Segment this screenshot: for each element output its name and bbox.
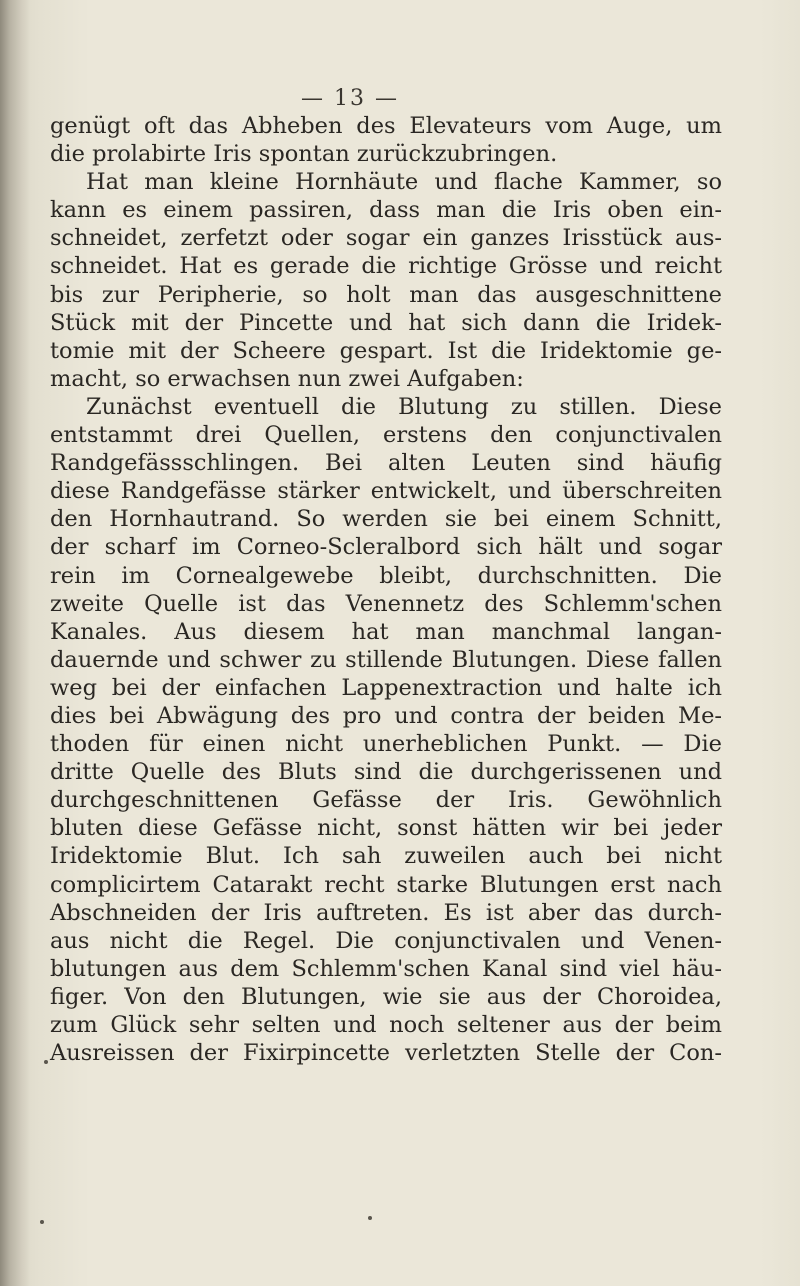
text-line: schneidet, zerfetzt oder sogar ein ganzes Irisstück aus- [50,225,722,252]
text-line: entstammt drei Quellen, erstens den conjunctivalen [50,422,722,449]
text-line: blutungen aus dem Schlemm'schen Kanal sind viel häu- [50,955,722,982]
text-line: kann es einem passiren, dass man die Iris oben ein- [50,197,722,224]
text-line: durchgeschnittenen Gefässe der Iris. Gewöhnlich [50,787,722,814]
text-line: dies bei Abwägung des pro und contra der beiden Me- [50,702,722,729]
text-line: aus nicht die Regel. Die conjunctivalen und Venen- [50,927,722,954]
text-line: zweite Quelle ist das Venennetz des Schlemm'schen [50,590,722,617]
text-line: rein im Cornealgewebe bleibt, durchschnitten. Die [50,562,722,589]
text-line: Stück mit der Pincette und hat sich dann die Iridek- [50,309,722,336]
text-line: complicirtem Catarakt recht starke Blutungen erst nach [50,871,722,898]
text-line: schneidet. Hat es gerade die richtige Grösse und reicht [50,253,722,280]
text-line: tomie mit der Scheere gespart. Ist die Iridektomie ge- [50,337,722,364]
text-line: bluten diese Gefässe nicht, sonst hätten wir bei jeder [50,815,722,842]
text-line: Hat man kleine Hornhäute und flache Kammer, so [86,169,722,196]
text-line: bis zur Peripherie, so holt man das ausgeschnittene [50,281,722,308]
page-number: — 13 — [301,86,399,111]
print-speck [44,1060,48,1064]
text-line: weg bei der einfachen Lappenextraction und halte ich [50,674,722,701]
text-line: Abschneiden der Iris auftreten. Es ist aber das durch- [50,899,722,926]
text-line: Zunächst eventuell die Blutung zu stillen. Diese [86,393,722,420]
text-line: diese Randgefässe stärker entwickelt, und überschreiten [50,478,722,505]
text-line: die prolabirte Iris spontan zurückzubringen. [50,141,558,168]
text-line: dritte Quelle des Bluts sind die durchgerissenen und [50,759,722,786]
body-text [50,112,722,1067]
text-line: den Hornhautrand. So werden sie bei einem Schnitt, [50,506,722,533]
text-line: figer. Von den Blutungen, wie sie aus der Choroidea, [50,983,722,1010]
text-line: genügt oft das Abheben des Elevateurs vom Auge, um [50,113,722,139]
text-line: macht, so erwachsen nun zwei Aufgaben: [50,365,524,392]
print-speck [368,1216,372,1220]
text-line: der scharf im Corneo-Scleralbord sich hält und sogar [50,534,722,561]
print-speck [40,1220,44,1224]
text-line: Randgefässschlingen. Bei alten Leuten sind häufig [50,450,722,477]
text-line: dauernde und schwer zu stillende Blutungen. Diese fallen [50,646,722,673]
text-line: Ausreissen der Fixirpincette verletzten Stelle der Con- [50,1040,722,1067]
text-line: zum Glück sehr selten und noch seltener aus der beim [50,1012,722,1038]
text-line: Iridektomie Blut. Ich sah zuweilen auch bei nicht [50,843,722,870]
book-spine-shadow [0,0,30,1286]
text-line: Kanales. Aus diesem hat man manchmal langan- [50,618,722,645]
text-line: thoden für einen nicht unerheblichen Punkt. — Die [50,731,722,758]
